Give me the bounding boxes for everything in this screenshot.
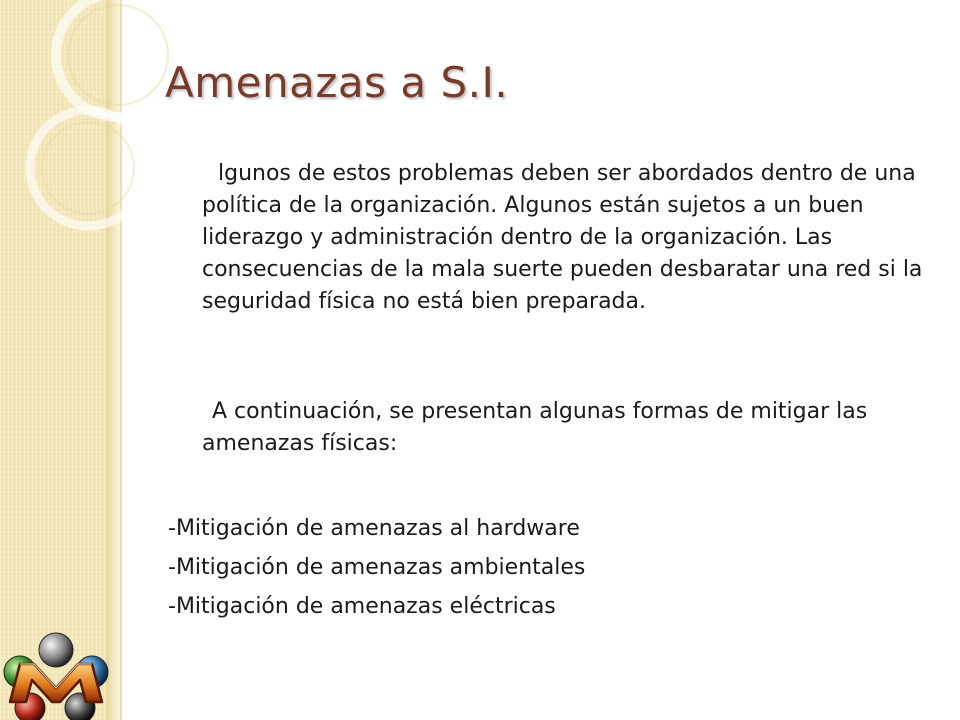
body-paragraph-1: lgunos de estos problemas deben ser abordados dentro de una política de la organización. Algunos están sujetos a un buen liderazgo y administración dentro de la organización. Las consecuencias de la mala suerte pueden desbaratar una red si la seguridad física no está bien preparada.	[202, 161, 923, 314]
slide-title: Amenazas a S.I.	[165, 58, 509, 107]
body-paragraph-2: A continuación, se presentan algunas formas de mitigar las amenazas físicas:	[202, 399, 868, 456]
list-item-ambientales: -Mitigación de amenazas ambientales	[168, 555, 586, 580]
list-item-electricas: -Mitigación de amenazas eléctricas	[168, 594, 556, 619]
list-item-hardware: -Mitigación de amenazas al hardware	[168, 516, 580, 541]
decorative-rings	[0, 0, 180, 300]
mitigation-list	[168, 509, 585, 626]
m-emblem-icon	[0, 628, 112, 720]
